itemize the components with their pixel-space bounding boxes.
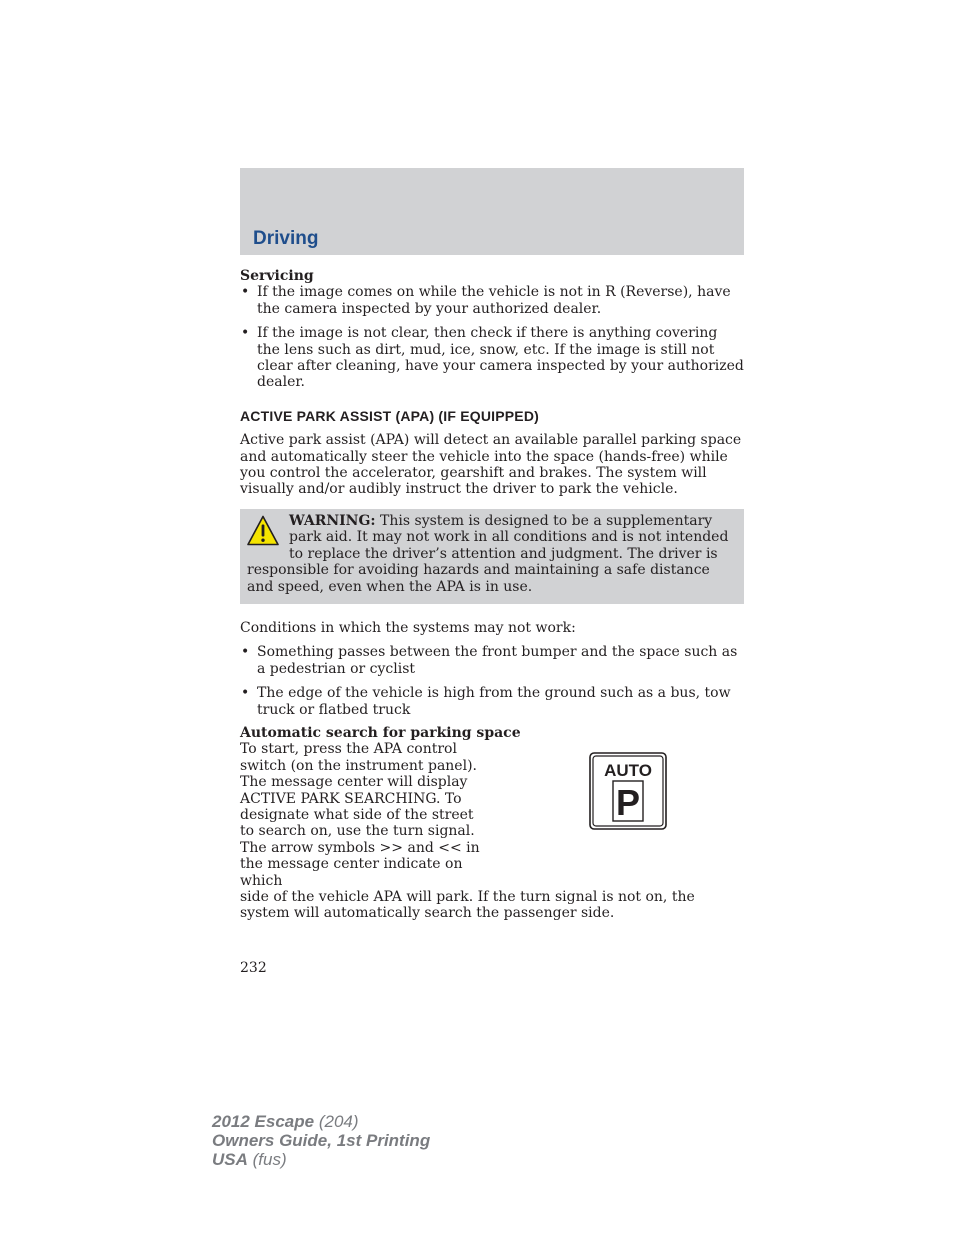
list-item: • The edge of the vehicle is high from the ground such as a bus, tow truck or flatbed truck [240, 685, 744, 718]
list-item: • If the image comes on while the vehicle is not in R (Reverse), have the camera inspected by your authorized dealer. [240, 284, 744, 317]
footer-region: USA [212, 1150, 248, 1169]
auto-search-block [240, 741, 744, 889]
footer-region-code: (fus) [252, 1150, 287, 1169]
section-header-band [240, 168, 744, 255]
servicing-heading: Servicing [240, 268, 314, 284]
page-content [240, 268, 744, 922]
apa-heading: ACTIVE PARK ASSIST (APA) (IF EQUIPPED) [240, 407, 540, 424]
warning-box [240, 509, 744, 604]
apa-icon-auto-text: AUTO [604, 761, 652, 781]
warning-label: WARNING: [289, 512, 376, 529]
page-number: 232 [240, 960, 267, 976]
servicing-list [240, 284, 744, 390]
section-title: Driving [253, 228, 319, 249]
auto-search-heading: Automatic search for parking space [240, 724, 521, 741]
auto-search-continued: side of the vehicle APA will park. If the turn signal is not on, the system will automatically search the passenger side. [240, 889, 695, 922]
footer-model-code: (204) [318, 1112, 359, 1131]
list-item: • If the image is not clear, then check if there is anything covering the lens such as dirt, mud, ice, snow, etc. If the image is still not clear after cleaning, have your camera inspected by your authorized dealer. [240, 325, 744, 391]
footer-guide: Owners Guide, 1st Printing [212, 1131, 431, 1150]
conditions-intro: Conditions in which the systems may not work: [240, 619, 576, 636]
conditions-list [240, 644, 744, 718]
list-item: • Something passes between the front bumper and the space such as a pedestrian or cyclist [240, 644, 744, 677]
footer-model: 2012 Escape [212, 1112, 315, 1131]
footer [212, 1112, 430, 1169]
apa-auto-p-icon [589, 752, 667, 830]
apa-intro: Active park assist (APA) will detect an available parallel parking space and automatically steer the vehicle into the space (hands-free) while you control the accelerator, gearshift and brakes. The system will visually and/or audibly instruct the driver to park the vehicle. [240, 432, 742, 498]
warning-triangle-icon [247, 515, 279, 546]
warning-text: This system is designed to be a supplementary park aid. It may not work in all conditions and is not intended to replace the driver’s attention and judgment. The driver is responsible for avoiding hazards and maintaining a safe distance and speed, even when the APA is in use. [247, 512, 729, 595]
apa-icon-p-letter: P [615, 782, 641, 824]
auto-search-text: To start, press the APA control switch (on the instrument panel). The message center will display ACTIVE PARK SEARCHING. To designate what side of the street to search on, use the turn signal. The arrow symbols >> and << in the message center indicate on which [240, 741, 480, 889]
